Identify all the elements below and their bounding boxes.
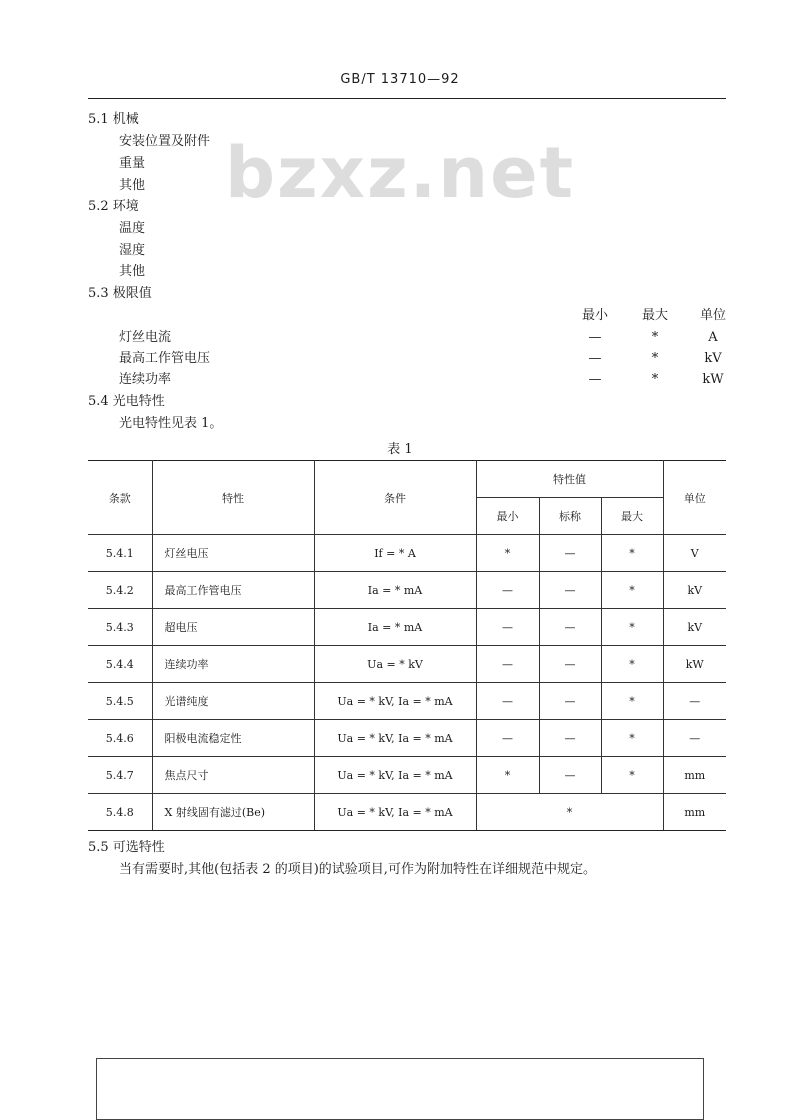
cell-max: *: [601, 757, 663, 794]
table-1: [88, 460, 726, 831]
table-row: [88, 572, 726, 609]
cell-max: *: [601, 683, 663, 720]
table-row: [88, 720, 726, 757]
cell-condition: Ia = * mA: [314, 572, 476, 609]
cell-characteristic: X 射线固有滤过(Be): [152, 794, 314, 831]
limit-unit: kV: [704, 351, 722, 366]
limit-max: *: [651, 330, 659, 345]
cell-clause: 5.4.2: [88, 572, 152, 609]
table-row: [88, 535, 726, 572]
limits-header-max: 最大: [641, 308, 668, 323]
cell-unit: kV: [663, 572, 726, 609]
col-header-unit: 单位: [663, 461, 726, 535]
cell-clause: 5.4.8: [88, 794, 152, 831]
cell-max: *: [601, 572, 663, 609]
col-header-clause: 条款: [88, 461, 152, 535]
cell-nominal: —: [539, 720, 601, 757]
section-5-2-title: 5.2 环境: [88, 199, 139, 214]
limit-unit: kW: [702, 372, 724, 387]
cell-characteristic: 光谱纯度: [152, 683, 314, 720]
cell-unit: kW: [663, 646, 726, 683]
limit-name: 最高工作管电压: [119, 351, 211, 366]
header-rule: [88, 98, 726, 99]
cell-characteristic: 焦点尺寸: [152, 757, 314, 794]
cell-unit: —: [663, 683, 726, 720]
section-5-1-item: 重量: [119, 156, 146, 171]
section-5-3-title: 5.3 极限值: [88, 286, 152, 301]
cell-condition: Ua = * kV: [314, 646, 476, 683]
limit-min: —: [588, 351, 602, 366]
limit-name: 连续功率: [119, 372, 172, 387]
cell-characteristic: 灯丝电压: [152, 535, 314, 572]
standard-number-header: GB/T 13710—92: [340, 72, 460, 87]
limit-min: —: [588, 330, 602, 345]
limit-max: *: [651, 372, 659, 387]
cell-min: —: [476, 720, 539, 757]
section-5-2-item: 温度: [119, 221, 146, 236]
cell-values-merged: *: [476, 794, 663, 831]
limits-header-unit: 单位: [699, 308, 726, 323]
cell-max: *: [601, 646, 663, 683]
col-header-characteristic: 特性: [152, 461, 314, 535]
cell-nominal: —: [539, 609, 601, 646]
cell-unit: mm: [663, 757, 726, 794]
limit-min: —: [588, 372, 602, 387]
cell-condition: Ua = * kV, Ia = * mA: [314, 794, 476, 831]
cell-characteristic: 连续功率: [152, 646, 314, 683]
watermark: bzxz.net: [224, 132, 576, 214]
section-5-1-title: 5.1 机械: [88, 112, 139, 127]
cell-characteristic: 超电压: [152, 609, 314, 646]
cell-unit: mm: [663, 794, 726, 831]
cell-min: —: [476, 609, 539, 646]
col-header-max: 最大: [601, 498, 663, 535]
section-5-1-item: 安装位置及附件: [119, 134, 211, 149]
cell-characteristic: 阳极电流稳定性: [152, 720, 314, 757]
table-1-caption: 表 1: [387, 442, 413, 457]
cell-min: —: [476, 646, 539, 683]
table-row: [88, 609, 726, 646]
section-5-4-text: 光电特性见表 1。: [119, 416, 223, 431]
cell-max: *: [601, 720, 663, 757]
col-header-nominal: 标称: [539, 498, 601, 535]
cell-clause: 5.4.1: [88, 535, 152, 572]
cell-max: *: [601, 609, 663, 646]
table-row: [88, 794, 726, 831]
col-header-values: 特性值: [476, 461, 663, 498]
cell-clause: 5.4.6: [88, 720, 152, 757]
cell-min: —: [476, 683, 539, 720]
cell-nominal: —: [539, 646, 601, 683]
cell-max: *: [601, 535, 663, 572]
section-5-4-title: 5.4 光电特性: [88, 394, 165, 409]
cell-clause: 5.4.4: [88, 646, 152, 683]
section-5-2-item: 其他: [119, 264, 146, 279]
cell-condition: Ia = * mA: [314, 609, 476, 646]
cell-unit: —: [663, 720, 726, 757]
cell-min: *: [476, 757, 539, 794]
cell-clause: 5.4.7: [88, 757, 152, 794]
cell-min: *: [476, 535, 539, 572]
cell-nominal: —: [539, 757, 601, 794]
cell-condition: Ua = * kV, Ia = * mA: [314, 757, 476, 794]
table-row: [88, 757, 726, 794]
cell-nominal: —: [539, 683, 601, 720]
limits-header-min: 最小: [581, 308, 608, 323]
cell-condition: Ua = * kV, Ia = * mA: [314, 683, 476, 720]
cell-characteristic: 最高工作管电压: [152, 572, 314, 609]
col-header-condition: 条件: [314, 461, 476, 535]
cell-unit: kV: [663, 609, 726, 646]
section-5-5-text: 当有需要时,其他(包括表 2 的项目)的试验项目,可作为附加特性在详细规范中规定。: [119, 862, 596, 877]
table-row: [88, 683, 726, 720]
col-header-min: 最小: [476, 498, 539, 535]
section-5-1-item: 其他: [119, 178, 146, 193]
cell-clause: 5.4.3: [88, 609, 152, 646]
cell-clause: 5.4.5: [88, 683, 152, 720]
cell-condition: If = * A: [314, 535, 476, 572]
cell-nominal: —: [539, 535, 601, 572]
footer-frame: [96, 1058, 704, 1120]
section-5-5-title: 5.5 可选特性: [88, 840, 165, 855]
section-5-2-item: 湿度: [119, 243, 146, 258]
table-row: [88, 646, 726, 683]
cell-unit: V: [663, 535, 726, 572]
cell-condition: Ua = * kV, Ia = * mA: [314, 720, 476, 757]
cell-min: —: [476, 572, 539, 609]
limit-max: *: [651, 351, 659, 366]
limit-unit: A: [708, 330, 718, 345]
cell-nominal: —: [539, 572, 601, 609]
limit-name: 灯丝电流: [119, 330, 172, 345]
